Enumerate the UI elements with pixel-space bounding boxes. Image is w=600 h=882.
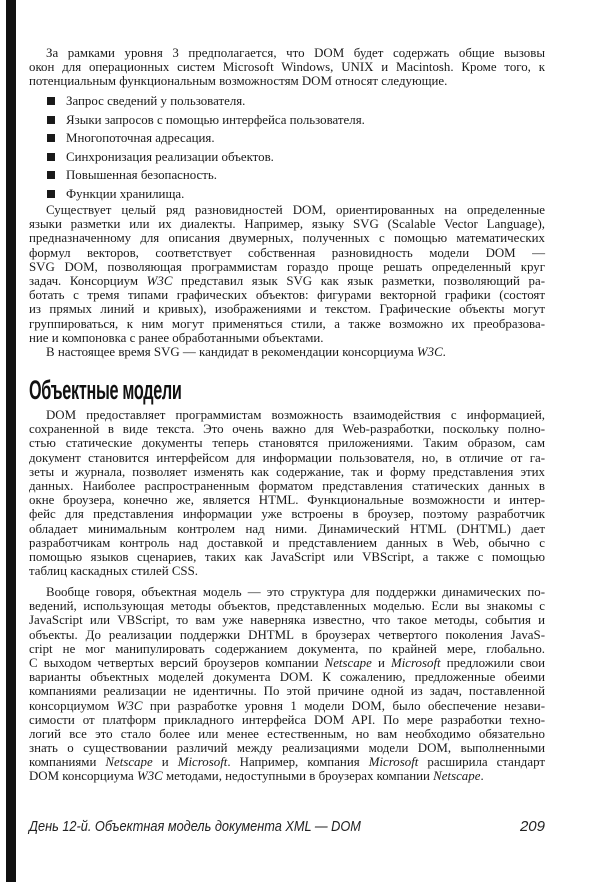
list-item-text: Повышенная безопасность. (66, 168, 218, 182)
section-heading: Объектные модели (29, 375, 182, 405)
italic-term: Microsoft (177, 755, 228, 770)
list-item-text: Многопоточная адресация. (66, 131, 215, 145)
list-item-text: Функции хранилища. (66, 186, 185, 201)
text-line: DOM предоставляет программистам возможность взаимодействия с информацией, (46, 408, 545, 422)
text-line: Существует целый ряд разновидностей DOM, ориентированных на определенные (46, 203, 545, 217)
text-line: логий все это стало более или менее естественным, но вам необходимо обязательно (29, 726, 545, 741)
text-line: фейс для представления информации уже встроены в броузер, поэтому разработчик (29, 507, 545, 522)
italic-term: Netscape (433, 769, 481, 784)
text-line: помощью языков сценариев, таких как JavaScript или VBScript, а также с помощью (29, 549, 545, 564)
list-item (47, 166, 365, 185)
text-line: консорциумом W3C при разработке уровня 1 модели DOM, было обеспечение незави- (29, 698, 545, 713)
paragraph-object-model (29, 585, 545, 784)
text-line: компаниями реализации не идентичны. По этой причине одной из задач, поставленной (29, 684, 545, 699)
text-line: таблиц каскадных стилей CSS. (29, 564, 198, 579)
italic-term: Microsoft (390, 655, 441, 670)
paragraph-intro (29, 46, 545, 89)
text-line: DOM консорциума W3C методами, недоступными в броузерах компании Netscape. (29, 769, 484, 784)
text-line: документ становится интерфейсом для информации пользователя, но, в отличие от га- (29, 450, 545, 465)
list-item (47, 92, 365, 111)
text-line: разработчикам контроль над доставкой и представлением данных в Web, обычно с (29, 535, 545, 550)
text-line: задач. Консорциум W3C представил язык SVG как язык разметки, позволяющий ра- (29, 273, 545, 288)
list-item (47, 185, 365, 204)
text-line: объекты. До реализации поддержки DHTML в броузерах четвертого поколения JavaS- (29, 627, 545, 642)
text-line: сохраненной в виде текста. Это очень важно для Web-разработки, поскольку полно- (29, 422, 545, 437)
italic-term: Netscape (324, 655, 372, 670)
paragraph-dom-intro (29, 408, 545, 578)
bullet-icon (47, 190, 55, 198)
text-line: из прямых линий и кривых), изображениями и текстом. Графические объекты могут (29, 302, 545, 317)
text-line: формул векторов, соответствует собственная разновидность модели DOM — (29, 245, 545, 260)
list-item (47, 148, 365, 167)
text-line: данных. Наиболее распространенным форматом представления статических данных в (29, 478, 545, 493)
paragraph-svg (29, 203, 545, 345)
text-line: окон для операционных систем Microsoft Windows, UNIX и Macintosh. Кроме того, к (29, 60, 545, 75)
text-line: стью статические документы теперь становятся приложениями. Таким образом, сам (29, 436, 545, 451)
list-item (47, 111, 365, 130)
bullet-icon (47, 171, 55, 179)
italic-term: W3C (146, 273, 173, 288)
text-line: группироваться, к ним могут применяться стили, а также возможно их преобразова- (29, 316, 545, 331)
text-line: cript не мог манипулировать содержанием документа, по крайней мере, глобально. (29, 641, 545, 656)
scan-edge-bar (6, 0, 16, 882)
list-item-text: Синхронизация реализации объектов. (66, 149, 274, 164)
bullet-icon (47, 97, 55, 105)
text-line: ние и компоновка с ранее обработанными объектами. (29, 330, 324, 345)
text-line: ботать с тремя типами графических объектов: фигурами векторной графики (состоят (29, 288, 545, 303)
text-line: зеты и журнала, позволяет изменять как содержание, так и форму представления этих (29, 464, 545, 479)
text-line: За рамками уровня 3 предполагается, что DOM будет содержать общие вызовы (46, 46, 545, 60)
text-line: предназначенному для описания двумерных, полученных с помощью математических (29, 231, 545, 246)
feature-list (47, 92, 365, 203)
text-line: ведений, использующая методы объектов, представленных моделью. Если вы знакомы с (29, 599, 545, 614)
text-line: языки разметки или их диалекты. Например, языку SVG (Scalable Vector Language), (29, 217, 545, 232)
text-line: В настоящее время SVG — кандидат в рекомендации консорциума W3C. (46, 345, 446, 359)
text-line: компаниями Netscape и Microsoft. Например, компания Microsoft расширила стандарт (29, 755, 545, 770)
italic-term: W3C (116, 698, 143, 713)
list-item (47, 129, 365, 148)
text-line: обладает минимальным контролем над ними. Динамический HTML (DHTML) дает (29, 521, 545, 536)
text-line: варианты объектных моделей документа DOM. К сожалению, предложенные обеими (29, 670, 545, 685)
list-item-text: Языки запросов с помощью интерфейса пользователя. (66, 112, 365, 127)
text-line: знать о существовании различий между реализациями модели DOM, выполненными (29, 741, 545, 756)
italic-term: Microsoft (368, 755, 419, 770)
italic-term: W3C (136, 769, 163, 784)
text-line: окне броузера, конечно же, является HTML. Функциональные возможности и интер- (29, 493, 545, 508)
text-line: симости от платформ прикладного интерфейса DOM API. По мере разработки техно- (29, 712, 545, 727)
bullet-icon (47, 134, 55, 142)
italic-term: Netscape (105, 755, 153, 770)
page-number: 209 (519, 818, 545, 835)
bullet-icon (47, 153, 55, 161)
text-line: потенциальным функциональным возможностям DOM относят следующие. (29, 74, 448, 89)
bullet-icon (47, 116, 55, 124)
paragraph-svg-status (29, 345, 545, 359)
text-line: JavaScript или VBScript, то вам уже наверняка известно, что такое методы, события и (29, 613, 545, 628)
text-line: Вообще говоря, объектная модель — это структура для поддержки динамических по- (46, 585, 545, 599)
text-line: С выходом четвертых версий броузеров компании Netscape и Microsoft предложили свои (29, 655, 545, 670)
running-footer-title: День 12-й. Объектная модель документа XML — DOM (29, 818, 361, 835)
list-item-text: Запрос сведений у пользователя. (66, 94, 246, 108)
page-footer (29, 818, 545, 835)
text-line: SVG DOM, позволяющая программистам гораздо проще решать определенный круг (29, 259, 545, 274)
italic-term: W3C (416, 345, 443, 359)
